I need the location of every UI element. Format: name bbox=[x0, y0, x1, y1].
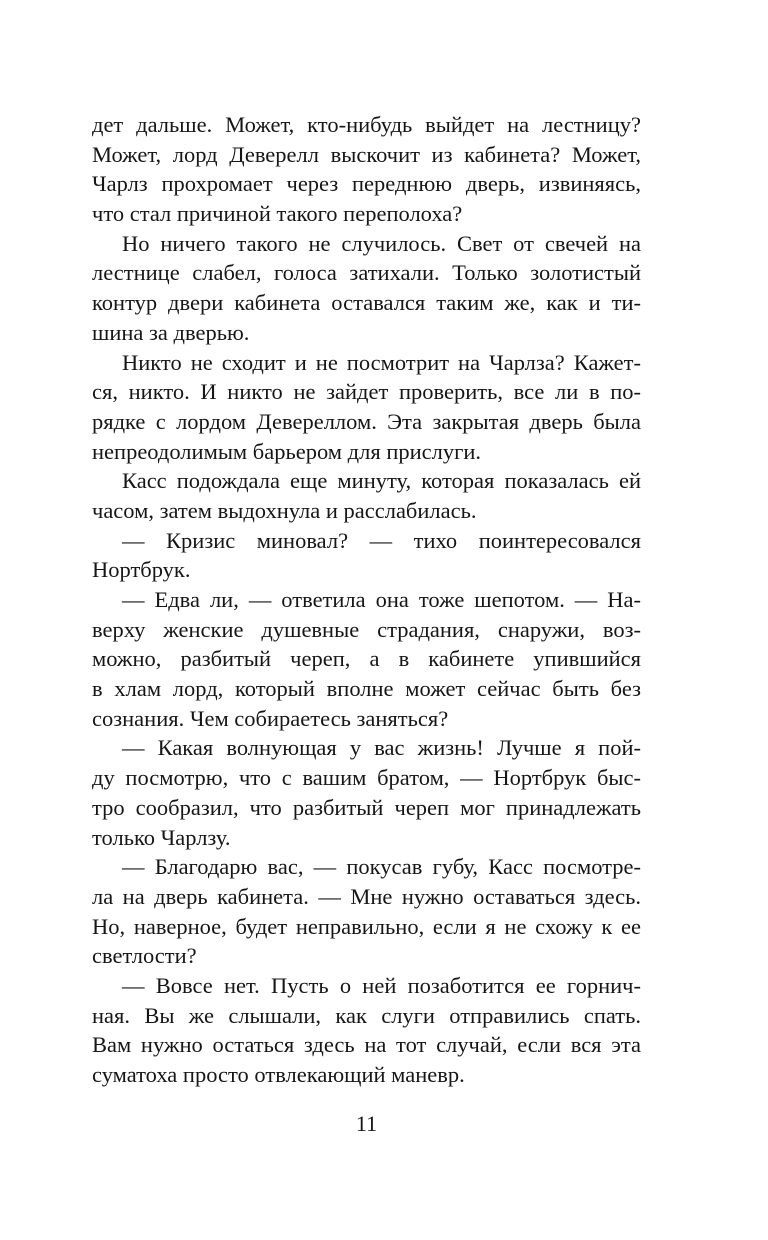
text-line: рядке с лордом Девереллом. Эта закрытая дверь была bbox=[92, 408, 641, 434]
text-line: ся, никто. И никто не зайдет проверить, все ли в по- bbox=[92, 379, 641, 405]
text-block bbox=[92, 110, 641, 1090]
text-line: суматоха просто отвлекающий маневр. bbox=[92, 1062, 465, 1087]
text-line: что стал причиной такого переполоха? bbox=[92, 201, 463, 227]
text-line: ду посмотрю, что с вашим братом, — Нортбрук быс- bbox=[92, 765, 641, 791]
text-line: сознания. Чем собираетесь заняться? bbox=[92, 705, 449, 731]
text-line: Но ничего такого не случилось. Свет от свечей на bbox=[122, 230, 641, 256]
text-line: ная. Вы же слышали, как слуги отправились спать. bbox=[92, 1002, 641, 1028]
text-line: — Кризис миновал? — тихо поинтересовался bbox=[122, 527, 641, 553]
text-line: Касс подождала еще минуту, которая показалась ей bbox=[122, 468, 641, 494]
page-number: 11 bbox=[355, 1111, 378, 1136]
text-line: в хлам лорд, который вполне может сейчас быть без bbox=[92, 676, 641, 702]
text-line: можно, разбитый череп, а в кабинете упившийся bbox=[92, 646, 641, 672]
text-line: дет дальше. Может, кто-нибудь выйдет на лестницу? bbox=[92, 112, 641, 137]
text-line: Но, наверное, будет неправильно, если я не схожу к ее bbox=[92, 913, 641, 939]
text-line: — Едва ли, — ответила она тоже шепотом. — На- bbox=[122, 587, 641, 612]
text-line: контур двери кабинета оставался таким же, как и ти- bbox=[92, 290, 641, 316]
text-line: Вам нужно остаться здесь на тот случай, если вся эта bbox=[92, 1032, 641, 1058]
text-line: верху женские душевные страдания, снаружи, воз- bbox=[92, 616, 641, 642]
text-line: часом, затем выдохнула и расслабилась. bbox=[92, 497, 477, 523]
text-line: непреодолимым барьером для прислуги. bbox=[92, 438, 482, 464]
text-line: Чарлз прохромает через переднюю дверь, извиняясь, bbox=[92, 171, 641, 197]
text-line: Никто не сходит и не посмотрит на Чарлза? Кажет- bbox=[122, 349, 641, 375]
text-line: тро сообразил, что разбитый череп мог принадлежать bbox=[92, 794, 641, 820]
text-line: — Какая волнующая у вас жизнь! Лучше я пой- bbox=[122, 735, 641, 761]
text-line: Может, лорд Деверелл выскочит из кабинета? Может, bbox=[92, 141, 641, 167]
text-line: — Вовсе нет. Пусть о ней позаботится ее горнич- bbox=[122, 972, 641, 998]
text-line: Нортбрук. bbox=[92, 557, 191, 583]
text-line: шина за дверью. bbox=[92, 319, 250, 345]
text-line: только Чарлзу. bbox=[92, 824, 231, 850]
text-line: ла на дверь кабинета. — Мне нужно оставаться здесь. bbox=[92, 883, 641, 909]
text-line: светлости? bbox=[92, 943, 197, 969]
text-line: — Благодарю вас, — покусав губу, Касс посмотре- bbox=[122, 854, 641, 880]
text-line: лестнице слабел, голоса затихали. Только золотистый bbox=[92, 260, 641, 286]
